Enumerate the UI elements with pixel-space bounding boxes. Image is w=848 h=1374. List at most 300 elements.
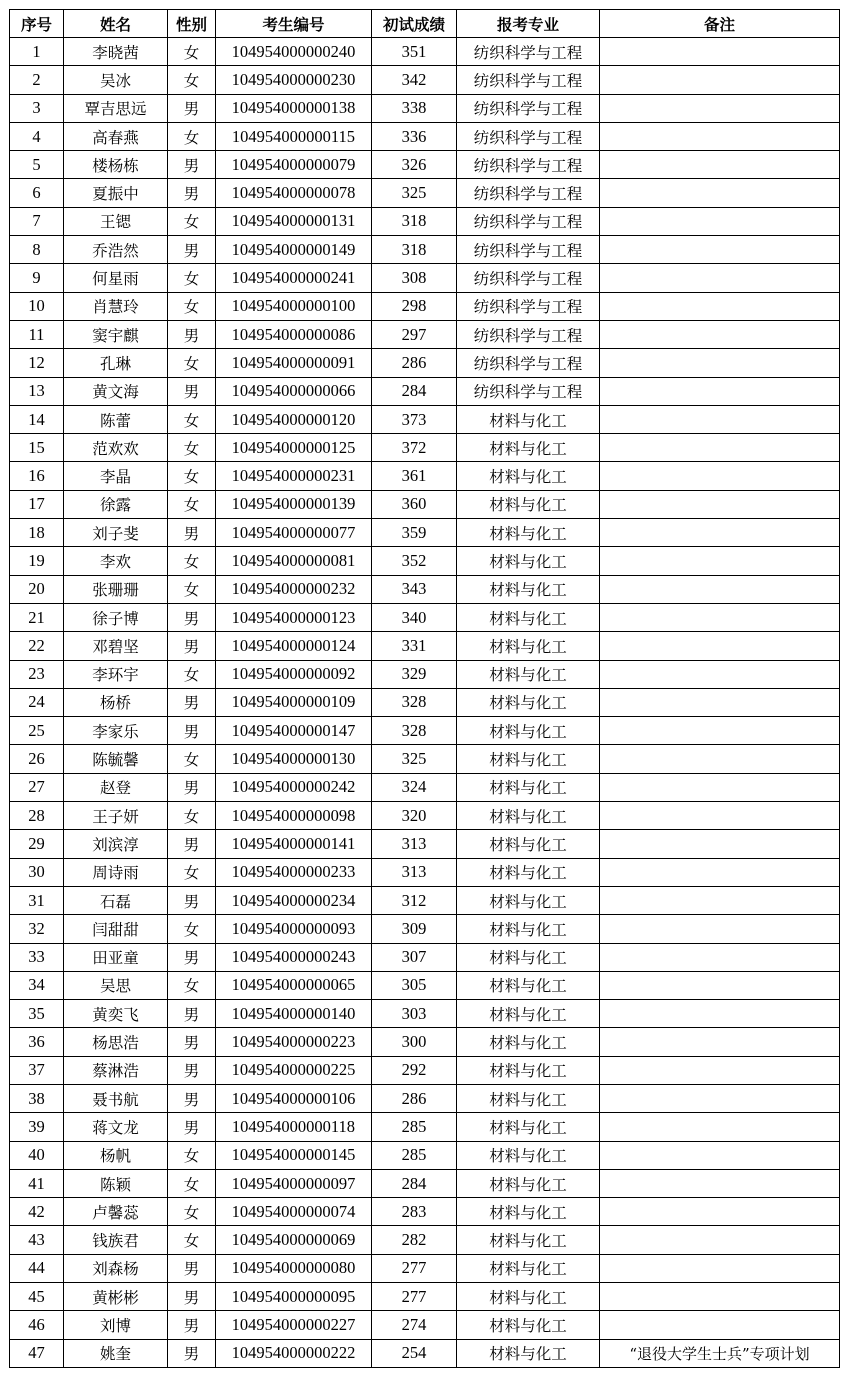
cell-score: 373: [372, 405, 457, 433]
document-page: [9, 9, 839, 1368]
cell-gender: 女: [168, 1198, 216, 1226]
table-row: [10, 207, 840, 235]
cell-score: 342: [372, 66, 457, 94]
cell-index: 38: [10, 1084, 64, 1112]
cell-name: 卢馨蕊: [64, 1198, 168, 1226]
header-row: [10, 10, 840, 38]
cell-remarks: [600, 66, 840, 94]
cell-name: 蒋文龙: [64, 1113, 168, 1141]
cell-score: 351: [372, 38, 457, 66]
cell-remarks: [600, 858, 840, 886]
cell-gender: 男: [168, 717, 216, 745]
cell-candidate-id: 104954000000145: [216, 1141, 372, 1169]
cell-score: 320: [372, 802, 457, 830]
cell-major: 材料与化工: [457, 1056, 600, 1084]
cell-remarks: [600, 1113, 840, 1141]
cell-index: 1: [10, 38, 64, 66]
cell-remarks: [600, 971, 840, 999]
cell-index: 27: [10, 773, 64, 801]
cell-candidate-id: 104954000000095: [216, 1283, 372, 1311]
cell-score: 308: [372, 264, 457, 292]
cell-name: 姚奎: [64, 1339, 168, 1367]
table-row: [10, 802, 840, 830]
table-row: [10, 745, 840, 773]
cell-candidate-id: 104954000000243: [216, 943, 372, 971]
cell-name: 张珊珊: [64, 575, 168, 603]
cell-major: 纺织科学与工程: [457, 122, 600, 150]
cell-candidate-id: 104954000000093: [216, 915, 372, 943]
cell-gender: 男: [168, 151, 216, 179]
cell-index: 36: [10, 1028, 64, 1056]
header-index: 序号: [10, 10, 64, 38]
table-row: [10, 858, 840, 886]
cell-candidate-id: 104954000000118: [216, 1113, 372, 1141]
table-row: [10, 1113, 840, 1141]
cell-gender: 男: [168, 1254, 216, 1282]
cell-index: 32: [10, 915, 64, 943]
cell-remarks: [600, 434, 840, 462]
cell-major: 材料与化工: [457, 462, 600, 490]
table-row: [10, 1000, 840, 1028]
cell-gender: 男: [168, 519, 216, 547]
cell-gender: 男: [168, 236, 216, 264]
cell-gender: 男: [168, 1000, 216, 1028]
table-row: [10, 547, 840, 575]
cell-score: 297: [372, 320, 457, 348]
cell-gender: 女: [168, 1226, 216, 1254]
cell-candidate-id: 104954000000080: [216, 1254, 372, 1282]
cell-score: 313: [372, 830, 457, 858]
cell-major: 材料与化工: [457, 971, 600, 999]
cell-score: 340: [372, 603, 457, 631]
cell-remarks: [600, 519, 840, 547]
cell-name: 李晓茜: [64, 38, 168, 66]
cell-remarks: [600, 236, 840, 264]
cell-candidate-id: 104954000000065: [216, 971, 372, 999]
cell-gender: 女: [168, 122, 216, 150]
table-row: [10, 264, 840, 292]
cell-name: 刘子斐: [64, 519, 168, 547]
cell-remarks: [600, 943, 840, 971]
cell-major: 纺织科学与工程: [457, 179, 600, 207]
table-row: [10, 1169, 840, 1197]
cell-index: 12: [10, 349, 64, 377]
cell-index: 16: [10, 462, 64, 490]
cell-name: 高春燕: [64, 122, 168, 150]
cell-score: 284: [372, 377, 457, 405]
cell-remarks: [600, 717, 840, 745]
cell-candidate-id: 104954000000081: [216, 547, 372, 575]
cell-score: 298: [372, 292, 457, 320]
cell-remarks: [600, 830, 840, 858]
cell-remarks: [600, 1141, 840, 1169]
table-row: [10, 717, 840, 745]
cell-gender: 女: [168, 434, 216, 462]
cell-name: 李环宇: [64, 660, 168, 688]
cell-remarks: [600, 1311, 840, 1339]
cell-remarks: [600, 915, 840, 943]
header-candidate-id: 考生编号: [216, 10, 372, 38]
cell-score: 283: [372, 1198, 457, 1226]
cell-candidate-id: 104954000000232: [216, 575, 372, 603]
cell-index: 18: [10, 519, 64, 547]
cell-index: 31: [10, 886, 64, 914]
cell-index: 13: [10, 377, 64, 405]
cell-score: 286: [372, 1084, 457, 1112]
cell-major: 材料与化工: [457, 830, 600, 858]
cell-major: 材料与化工: [457, 717, 600, 745]
cell-index: 39: [10, 1113, 64, 1141]
cell-gender: 女: [168, 802, 216, 830]
cell-name: 吴思: [64, 971, 168, 999]
cell-score: 277: [372, 1254, 457, 1282]
cell-candidate-id: 104954000000230: [216, 66, 372, 94]
table-row: [10, 575, 840, 603]
table-row: [10, 377, 840, 405]
table-row: [10, 943, 840, 971]
cell-score: 329: [372, 660, 457, 688]
cell-score: 286: [372, 349, 457, 377]
cell-index: 45: [10, 1283, 64, 1311]
cell-major: 材料与化工: [457, 688, 600, 716]
cell-score: 309: [372, 915, 457, 943]
cell-index: 28: [10, 802, 64, 830]
cell-major: 纺织科学与工程: [457, 236, 600, 264]
cell-remarks: [600, 773, 840, 801]
cell-major: 材料与化工: [457, 1028, 600, 1056]
cell-remarks: [600, 490, 840, 518]
cell-score: 313: [372, 858, 457, 886]
cell-major: 纺织科学与工程: [457, 66, 600, 94]
cell-index: 20: [10, 575, 64, 603]
cell-major: 材料与化工: [457, 1000, 600, 1028]
cell-index: 42: [10, 1198, 64, 1226]
cell-name: 陈蕾: [64, 405, 168, 433]
table-row: [10, 405, 840, 433]
cell-remarks: [600, 405, 840, 433]
cell-major: 纺织科学与工程: [457, 94, 600, 122]
cell-candidate-id: 104954000000131: [216, 207, 372, 235]
cell-index: 35: [10, 1000, 64, 1028]
cell-candidate-id: 104954000000222: [216, 1339, 372, 1367]
cell-name: 杨帆: [64, 1141, 168, 1169]
cell-candidate-id: 104954000000233: [216, 858, 372, 886]
cell-major: 材料与化工: [457, 773, 600, 801]
cell-index: 41: [10, 1169, 64, 1197]
cell-gender: 女: [168, 1141, 216, 1169]
cell-index: 7: [10, 207, 64, 235]
cell-gender: 男: [168, 688, 216, 716]
table-row: [10, 830, 840, 858]
cell-name: 邓碧坚: [64, 632, 168, 660]
cell-index: 19: [10, 547, 64, 575]
cell-candidate-id: 104954000000074: [216, 1198, 372, 1226]
cell-name: 蔡淋浩: [64, 1056, 168, 1084]
cell-major: 材料与化工: [457, 434, 600, 462]
cell-score: 284: [372, 1169, 457, 1197]
cell-name: 肖慧玲: [64, 292, 168, 320]
cell-index: 8: [10, 236, 64, 264]
cell-remarks: [600, 94, 840, 122]
cell-index: 15: [10, 434, 64, 462]
cell-gender: 男: [168, 377, 216, 405]
table-row: [10, 66, 840, 94]
cell-name: 徐子博: [64, 603, 168, 631]
cell-score: 326: [372, 151, 457, 179]
cell-candidate-id: 104954000000086: [216, 320, 372, 348]
cell-score: 285: [372, 1141, 457, 1169]
cell-major: 材料与化工: [457, 1169, 600, 1197]
cell-index: 5: [10, 151, 64, 179]
cell-major: 材料与化工: [457, 886, 600, 914]
cell-remarks: [600, 377, 840, 405]
table-row: [10, 179, 840, 207]
cell-index: 24: [10, 688, 64, 716]
cell-major: 材料与化工: [457, 547, 600, 575]
cell-major: 材料与化工: [457, 575, 600, 603]
cell-remarks: “退役大学生士兵”专项计划: [600, 1339, 840, 1367]
cell-score: 331: [372, 632, 457, 660]
cell-name: 王子妍: [64, 802, 168, 830]
cell-index: 29: [10, 830, 64, 858]
cell-candidate-id: 104954000000098: [216, 802, 372, 830]
cell-name: 吴冰: [64, 66, 168, 94]
cell-score: 343: [372, 575, 457, 603]
cell-score: 277: [372, 1283, 457, 1311]
cell-gender: 女: [168, 547, 216, 575]
cell-score: 372: [372, 434, 457, 462]
cell-candidate-id: 104954000000077: [216, 519, 372, 547]
cell-major: 材料与化工: [457, 519, 600, 547]
cell-score: 325: [372, 745, 457, 773]
cell-major: 材料与化工: [457, 1113, 600, 1141]
cell-name: 陈毓馨: [64, 745, 168, 773]
table-row: [10, 490, 840, 518]
cell-name: 聂书航: [64, 1084, 168, 1112]
table-row: [10, 1226, 840, 1254]
cell-name: 范欢欢: [64, 434, 168, 462]
cell-remarks: [600, 632, 840, 660]
cell-major: 材料与化工: [457, 802, 600, 830]
cell-major: 纺织科学与工程: [457, 264, 600, 292]
cell-major: 材料与化工: [457, 490, 600, 518]
cell-major: 材料与化工: [457, 603, 600, 631]
table-row: [10, 632, 840, 660]
cell-remarks: [600, 207, 840, 235]
cell-remarks: [600, 575, 840, 603]
table-row: [10, 462, 840, 490]
cell-remarks: [600, 745, 840, 773]
cell-remarks: [600, 1084, 840, 1112]
table-row: [10, 94, 840, 122]
cell-score: 300: [372, 1028, 457, 1056]
cell-index: 22: [10, 632, 64, 660]
cell-remarks: [600, 264, 840, 292]
cell-index: 26: [10, 745, 64, 773]
cell-gender: 男: [168, 886, 216, 914]
cell-major: 材料与化工: [457, 943, 600, 971]
cell-score: 303: [372, 1000, 457, 1028]
cell-candidate-id: 104954000000139: [216, 490, 372, 518]
table-row: [10, 122, 840, 150]
cell-name: 刘滨淳: [64, 830, 168, 858]
table-row: [10, 1254, 840, 1282]
cell-remarks: [600, 320, 840, 348]
cell-index: 23: [10, 660, 64, 688]
cell-gender: 男: [168, 179, 216, 207]
cell-name: 杨思浩: [64, 1028, 168, 1056]
cell-name: 李晶: [64, 462, 168, 490]
cell-gender: 男: [168, 320, 216, 348]
cell-score: 328: [372, 688, 457, 716]
cell-index: 10: [10, 292, 64, 320]
cell-score: 318: [372, 207, 457, 235]
cell-name: 徐露: [64, 490, 168, 518]
cell-gender: 男: [168, 1283, 216, 1311]
cell-gender: 女: [168, 66, 216, 94]
cell-gender: 男: [168, 94, 216, 122]
cell-name: 陈颖: [64, 1169, 168, 1197]
cell-name: 李家乐: [64, 717, 168, 745]
cell-major: 材料与化工: [457, 745, 600, 773]
cell-index: 9: [10, 264, 64, 292]
cell-index: 46: [10, 1311, 64, 1339]
cell-name: 黄彬彬: [64, 1283, 168, 1311]
cell-gender: 女: [168, 858, 216, 886]
table-row: [10, 38, 840, 66]
table-row: [10, 519, 840, 547]
cell-name: 杨桥: [64, 688, 168, 716]
cell-index: 34: [10, 971, 64, 999]
cell-gender: 女: [168, 349, 216, 377]
cell-major: 纺织科学与工程: [457, 377, 600, 405]
cell-gender: 女: [168, 292, 216, 320]
cell-gender: 女: [168, 264, 216, 292]
cell-index: 33: [10, 943, 64, 971]
cell-name: 窦宇麒: [64, 320, 168, 348]
cell-name: 夏振中: [64, 179, 168, 207]
cell-gender: 女: [168, 915, 216, 943]
cell-remarks: [600, 1028, 840, 1056]
header-name: 姓名: [64, 10, 168, 38]
cell-score: 254: [372, 1339, 457, 1367]
cell-name: 刘森杨: [64, 1254, 168, 1282]
cell-remarks: [600, 886, 840, 914]
cell-major: 材料与化工: [457, 632, 600, 660]
cell-gender: 男: [168, 943, 216, 971]
cell-major: 材料与化工: [457, 660, 600, 688]
cell-major: 材料与化工: [457, 405, 600, 433]
cell-gender: 男: [168, 603, 216, 631]
table-row: [10, 1084, 840, 1112]
table-row: [10, 320, 840, 348]
cell-score: 312: [372, 886, 457, 914]
table-row: [10, 1141, 840, 1169]
cell-candidate-id: 104954000000069: [216, 1226, 372, 1254]
cell-gender: 男: [168, 1339, 216, 1367]
cell-score: 307: [372, 943, 457, 971]
cell-gender: 男: [168, 773, 216, 801]
cell-name: 刘博: [64, 1311, 168, 1339]
cell-score: 328: [372, 717, 457, 745]
cell-candidate-id: 104954000000234: [216, 886, 372, 914]
cell-name: 何星雨: [64, 264, 168, 292]
table-row: [10, 971, 840, 999]
cell-index: 40: [10, 1141, 64, 1169]
cell-remarks: [600, 179, 840, 207]
cell-major: 材料与化工: [457, 1084, 600, 1112]
table-row: [10, 1339, 840, 1367]
cell-score: 338: [372, 94, 457, 122]
cell-remarks: [600, 1254, 840, 1282]
cell-gender: 男: [168, 632, 216, 660]
cell-candidate-id: 104954000000242: [216, 773, 372, 801]
table-row: [10, 349, 840, 377]
table-row: [10, 151, 840, 179]
cell-score: 324: [372, 773, 457, 801]
cell-major: 纺织科学与工程: [457, 151, 600, 179]
table-row: [10, 434, 840, 462]
cell-index: 17: [10, 490, 64, 518]
cell-major: 纺织科学与工程: [457, 320, 600, 348]
cell-gender: 女: [168, 38, 216, 66]
cell-candidate-id: 104954000000140: [216, 1000, 372, 1028]
cell-name: 赵登: [64, 773, 168, 801]
table-row: [10, 292, 840, 320]
cell-major: 材料与化工: [457, 1254, 600, 1282]
cell-remarks: [600, 349, 840, 377]
cell-major: 材料与化工: [457, 1311, 600, 1339]
cell-index: 43: [10, 1226, 64, 1254]
cell-gender: 男: [168, 1084, 216, 1112]
cell-remarks: [600, 547, 840, 575]
cell-major: 纺织科学与工程: [457, 349, 600, 377]
table-body: [10, 38, 840, 1368]
cell-gender: 女: [168, 462, 216, 490]
cell-candidate-id: 104954000000092: [216, 660, 372, 688]
header-remarks: 备注: [600, 10, 840, 38]
table-row: [10, 1198, 840, 1226]
cell-score: 359: [372, 519, 457, 547]
cell-remarks: [600, 802, 840, 830]
cell-gender: 女: [168, 745, 216, 773]
cell-major: 材料与化工: [457, 915, 600, 943]
table-row: [10, 603, 840, 631]
cell-score: 318: [372, 236, 457, 264]
cell-name: 石磊: [64, 886, 168, 914]
cell-gender: 男: [168, 1028, 216, 1056]
cell-name: 闫甜甜: [64, 915, 168, 943]
cell-gender: 女: [168, 660, 216, 688]
cell-major: 纺织科学与工程: [457, 38, 600, 66]
cell-major: 材料与化工: [457, 858, 600, 886]
cell-index: 11: [10, 320, 64, 348]
cell-remarks: [600, 1000, 840, 1028]
cell-candidate-id: 104954000000225: [216, 1056, 372, 1084]
cell-gender: 女: [168, 575, 216, 603]
cell-candidate-id: 104954000000097: [216, 1169, 372, 1197]
header-score: 初试成绩: [372, 10, 457, 38]
cell-name: 周诗雨: [64, 858, 168, 886]
cell-candidate-id: 104954000000106: [216, 1084, 372, 1112]
cell-score: 292: [372, 1056, 457, 1084]
cell-remarks: [600, 1198, 840, 1226]
cell-score: 305: [372, 971, 457, 999]
cell-remarks: [600, 292, 840, 320]
cell-candidate-id: 104954000000240: [216, 38, 372, 66]
cell-candidate-id: 104954000000125: [216, 434, 372, 462]
cell-candidate-id: 104954000000109: [216, 688, 372, 716]
